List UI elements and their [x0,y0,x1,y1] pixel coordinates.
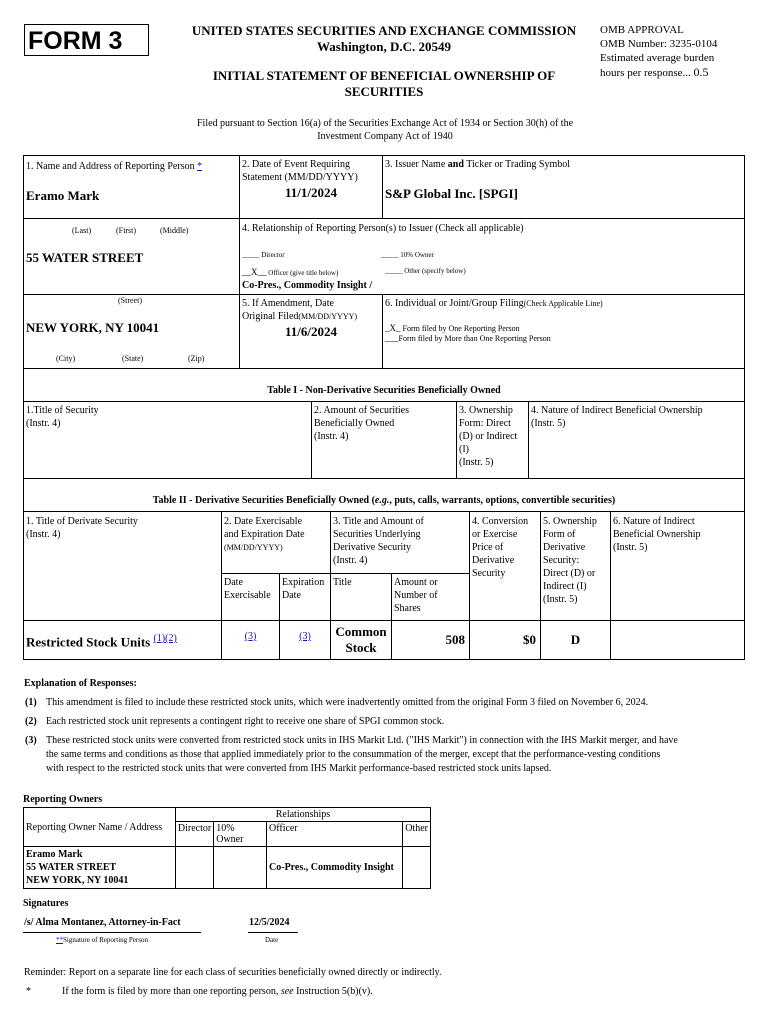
owner10-line: _____ 10% Owner [381,251,434,259]
explanation-heading: Explanation of Responses: [24,678,137,689]
star-mark: * [26,986,31,997]
reporting-owners-heading: Reporting Owners [23,794,103,805]
expl-num-2: (2) [25,716,37,727]
director-header: Director [175,822,213,847]
table2-title: Table II - Derivative Securities Beneficially Owned (e.g., puts, calls, warrants, options, convertible securities) [152,495,616,506]
middle-label: (Middle) [160,226,189,235]
signature-date: 12/5/2024 [249,917,290,928]
zip-label: (Zip) [188,354,205,363]
table2-col3b: Amount or Number of Shares [394,577,438,614]
other-line: _____ Other (specify below) [385,267,466,275]
expl-num-1: (1) [25,697,37,708]
city-label: (City) [56,354,76,363]
last-label: (Last) [72,226,92,235]
table2-col4: 4. Conversion or Exercise Price of Derivative Security [472,516,529,579]
owner-cell: Eramo Mark 55 WATER STREET NEW YORK, NY 10041 [24,847,176,889]
signature-footnote-link[interactable]: ** [56,936,63,944]
table2-col2a: Date Exercisable [224,577,271,601]
footnote-link[interactable]: * [197,161,203,172]
omb-approval: OMB APPROVAL [600,24,684,36]
box2-label-line2: Statement (MM/DD/YYYY) [242,172,358,183]
filed-pursuant-line1: Filed pursuant to Section 16(a) of the Securities Exchange Act of 1934 or Section 30(h) of the [196,118,574,129]
expl-text-3b: the same terms and conditions as those that applied immediately prior to the consummation of the merger, except that the performance-vesting conditions [46,749,661,760]
reminder-text: Reminder: Report on a separate line for each class of securities beneficially owned directly or indirectly. [24,967,442,978]
box2-label-line1: 2. Date of Event Requiring [242,159,351,170]
agency-location: Washington, D.C. 20549 [317,39,451,54]
event-date: 11/1/2024 [284,185,337,200]
state-label: (State) [122,354,144,363]
expl-text-3c: with respect to the restricted stock units that were converted from IHS Markit performance-based restricted stock units lapsed. [46,763,552,774]
form-title-line1: INITIAL STATEMENT OF BENEFICIAL OWNERSHIP OF [212,68,556,83]
other-header: Other [403,822,431,847]
table1-col3: 3. Ownership Form: Direct (D) or Indirect (I) (Instr. 5) [459,405,518,468]
filed-pursuant-line2: Investment Company Act of 1940 [317,131,453,142]
owner10-cell [214,847,267,889]
first-label: (First) [116,226,136,235]
signer-name: /s/ Alma Montanez, Attorney-in-Fact [24,917,181,928]
footnote-3-link-exp[interactable]: (3) [299,631,311,642]
street-label: (Street) [118,296,142,305]
star-note: If the form is filed by more than one reporting person, see Instruction 5(b)(v). [62,986,373,997]
expl-text-2: Each restricted stock unit represents a contingent right to receive one share of SPGI common stock. [46,716,445,727]
expl-text-1: This amendment is filed to include these restricted stock units, which were inadvertently omitted from the original Form 3 filed on November 6, 2024. [46,697,649,708]
underlying-title: Common Stock [335,624,387,655]
footnote-3-link[interactable]: (3) [244,631,257,642]
relationships-header: Relationships [175,808,430,822]
box4-label: 4. Relationship of Reporting Person(s) to Issuer (Check all applicable) [242,223,524,234]
table2-col3: 3. Title and Amount of Securities Underlying Derivative Security (Instr. 4) [333,516,424,566]
burden-line1: Estimated average burden [600,52,715,64]
table1-col1: 1.Title of Security (Instr. 4) [26,405,99,429]
officer-line: __X__ Officer (give title below) [242,267,339,277]
table2-col6: 6. Nature of Indirect Beneficial Ownership (Instr. 5) [613,516,701,553]
expl-num-3: (3) [25,735,37,746]
box3-label: 3. Issuer Name and Ticker or Trading Symbol [385,159,571,170]
date-exercisable [222,630,279,643]
table2-col1: 1. Title of Derivate Security (Instr. 4) [26,516,138,540]
form-label: FORM 3 [24,24,149,56]
street-value: 55 WATER STREET [26,250,144,265]
date-label: Date [265,936,279,944]
owner10-header: 10% Owner [214,822,267,847]
signature-label: **Signature of Reporting Person [56,936,148,944]
agency-name: UNITED STATES SECURITIES AND EXCHANGE COMMISSION [191,23,577,38]
city-value: NEW YORK, NY 10041 [26,320,160,335]
table1-title: Table I - Non-Derivative Securities Beneficially Owned [267,385,501,396]
box5-label-line1: 5. If Amendment, Date [242,298,334,309]
reporting-person-name: Eramo Mark [26,188,100,203]
footnote-2-link[interactable]: (2) [165,633,177,644]
reporting-owners-table [23,807,431,889]
filing-multiple: ___Form filed by More than One Reporting Person [385,333,551,343]
officer-title: Co-Pres., Commodity Insight / [242,280,373,291]
box1-label: 1. Name and Address of Reporting Person * [26,161,203,172]
officer-cell: Co-Pres., Commodity Insight [267,847,403,889]
other-cell [403,847,431,889]
amendment-date: 11/6/2024 [284,324,337,339]
conversion-price: $0 [523,632,536,647]
table1-col4: 4. Nature of Indirect Beneficial Ownership (Instr. 5) [531,405,703,429]
box5-label-line2: Original Filed(MM/DD/YYYY) [242,311,358,322]
director-line: _____ Director [242,251,285,259]
table2-col2b: Expiration Date [282,577,325,601]
expiration-date [280,630,330,643]
expl-text-3a: These restricted stock units were converted from restricted stock units in IHS Markit Ltd. ("IHS Markit") in connection with the IHS Markit merger, and have [46,735,678,746]
signatures-heading: Signatures [23,898,69,909]
ownership-form: D [570,632,581,647]
table2-col3a: Title [333,577,352,588]
underlying-amount: 508 [445,632,465,647]
owner-name-header: Reporting Owner Name / Address [24,808,176,847]
form-title-line2: SECURITIES [344,84,424,99]
table1-col2: 2. Amount of Securities Beneficially Owned (Instr. 4) [314,405,409,442]
table2-col5: 5. Ownership Form of Derivative Security: Direct (D) or Indirect (I) (Instr. 5) [543,516,597,605]
director-cell [175,847,213,889]
filing-one-person: _X_ Form filed by One Reporting Person [385,323,520,333]
officer-header: Officer [267,822,403,847]
derivative-title: Restricted Stock Units $^{(1)(2)}$ [26,633,177,650]
box6-label: 6. Individual or Joint/Group Filing(Check Applicable Line) [385,298,603,309]
issuer-value: S&P Global Inc. [SPGI] [385,186,518,201]
omb-number: OMB Number: 3235-0104 [600,38,718,50]
table2-col2: 2. Date Exercisable and Expiration Date (MM/DD/YYYY) [224,516,305,552]
footnote-1-link[interactable]: (1) [153,633,166,644]
burden-line2: hours per response... 0.5 [600,65,709,79]
